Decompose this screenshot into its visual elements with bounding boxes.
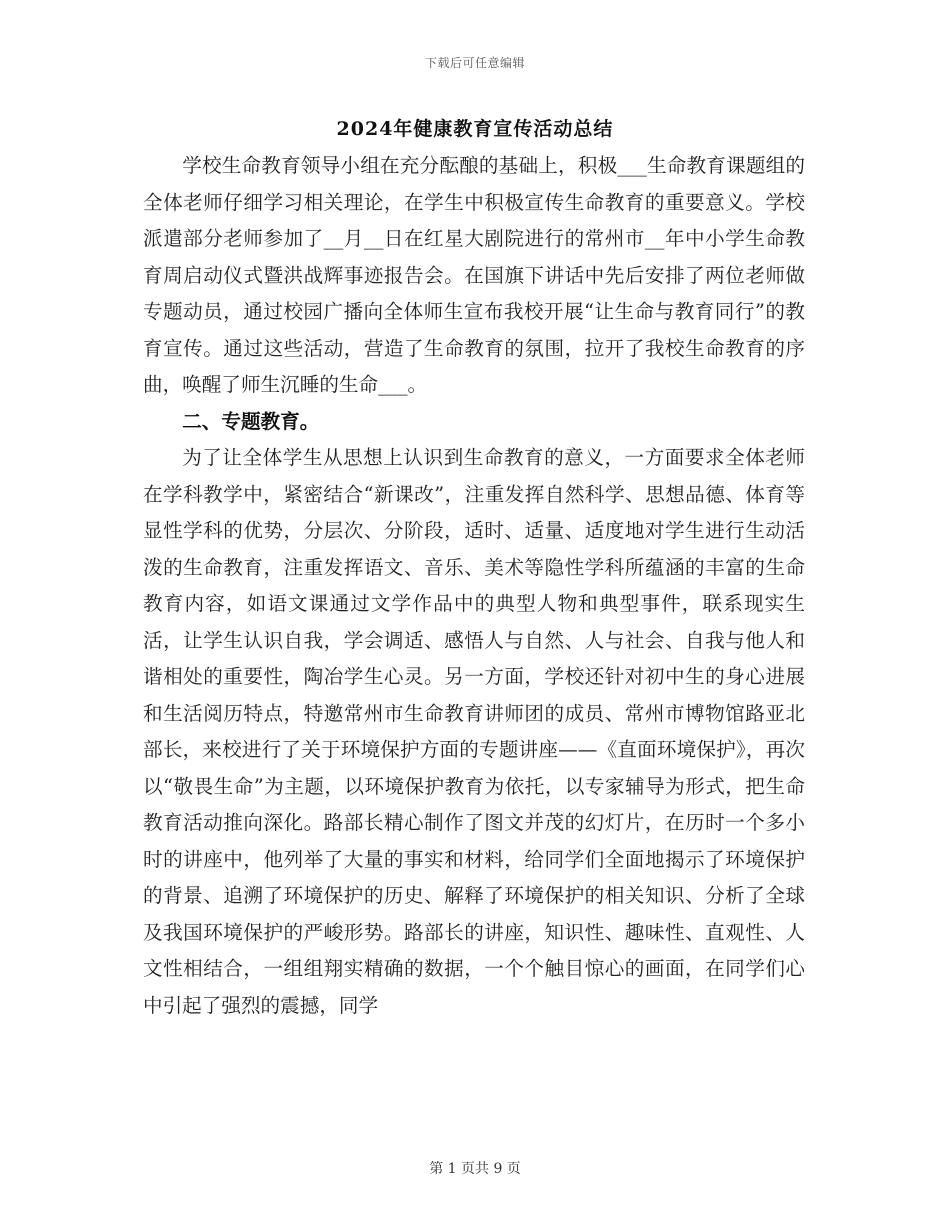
page-number: 第 1 页共 9 页 [429,1161,521,1177]
document-body [143,148,805,1024]
page-header-note: 下载后可任意编辑 [424,56,525,70]
document-title: 2024年健康教育宣传活动总结 [336,118,614,140]
paragraph-intro: 学校生命教育领导小组在充分酝酿的基础上，积极___生命教育课题组的全体老师仔细学习相关理论，在学生中积极宣传生命教育的重要意义。学校派遣部分老师参加了__月__日在红星大剧院进行的常州市__年中小学生命教育周启动仪式暨洪战辉事迹报告会。在国旗下讲话中先后安排了两位老师做专题动员，通过校园广播向全体师生宣布我校开展“让生命与教育同行”的教育宣传。通过这些活动，营造了生命教育的氛围，拉开了我校生命教育的序曲，唤醒了师生沉睡的生命___。 [143,154,805,396]
section-heading-special-education: 二、专题教育。 [182,409,320,433]
paragraph-special-education: 为了让全体学生从思想上认识到生命教育的意义，一方面要求全体老师在学科教学中，紧密结合“新课改”，注重发挥自然科学、思想品德、体育等显性学科的优势，分层次、分阶段，适时、适量、适度地对学生进行生动活泼的生命教育，注重发挥语文、音乐、美术等隐性学科所蕴涵的丰富的生命教育内容，如语文课通过文学作品中的典型人物和典型事件，联系现实生活，让学生认识自我，学会调适、感悟人与自然、人与社会、自我与他人和谐相处的重要性，陶冶学生心灵。另一方面，学校还针对初中生的身心进展和生活阅历特点，特邀常州市生命教育讲师团的成员、常州市博物馆路亚北部长，来校进行了关于环境保护方面的专题讲座——《直面环境保护》，再次以“敬畏生命”为主题，以环境保护教育为依托，以专家辅导为形式，把生命教育活动推向深化。路部长精心制作了图文并茂的幻灯片，在历时一个多小时的讲座中，他列举了大量的事实和材料，给同学们全面地揭示了环境保护的背景、追溯了环境保护的历史、解释了环境保护的相关知识、分析了全球及我国环境保护的严峻形势。路部长的讲座，知识性、趣味性、直观性、人文性相结合，一组组翔实精确的数据，一个个触目惊心的画面，在同学们心中引起了强烈的震撼，同学 [143,446,805,1017]
